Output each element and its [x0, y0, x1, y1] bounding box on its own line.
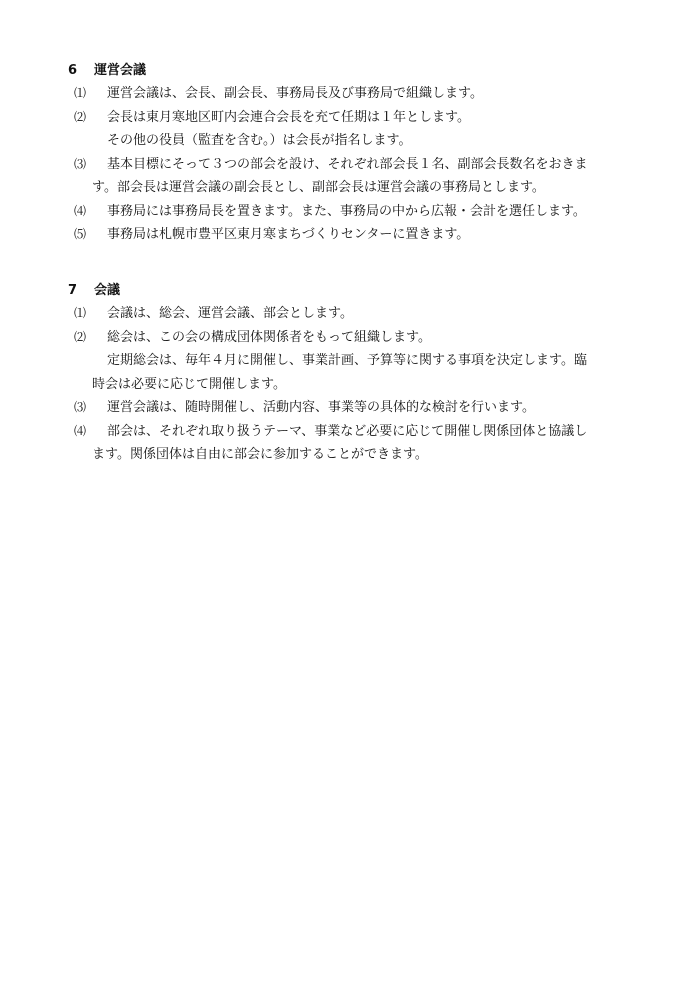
- item-number: ⑷: [74, 203, 87, 218]
- section-6: [68, 60, 640, 247]
- section-title: [68, 280, 640, 302]
- item-line: 会長は東月寒地区町内会連合会長を充て任期は１年とします。: [107, 109, 470, 125]
- item-line: 定期総会は、毎年４月に開催し、事業計画、予算等に関する事項を決定します。臨: [107, 353, 587, 368]
- section-title-text: 運営会議: [94, 63, 147, 78]
- list-item: [68, 326, 640, 397]
- list-item: [68, 223, 640, 247]
- item-line: ます。関係団体は自由に部会に参加することができます。: [92, 447, 428, 462]
- item-line: 総会は、この会の構成団体関係者をもって組織します。: [107, 329, 431, 345]
- item-line: 事務局には事務局長を置きます。また、事務局の中から広報・会計を選任します。: [107, 203, 586, 219]
- list-item: [68, 302, 640, 326]
- list-item: [68, 200, 640, 224]
- item-line: 部会は、それぞれ取り扱うテーマ、事業など必要に応じて開催し関係団体と協議し: [107, 423, 588, 439]
- section-number: 7: [68, 283, 78, 298]
- item-number: ⑸: [74, 227, 87, 241]
- item-number: ⑶: [74, 400, 87, 414]
- section-7: [68, 280, 640, 467]
- item-number: ⑴: [74, 306, 87, 320]
- item-line: その他の役員（監査を含む。）は会長が指名します。: [107, 133, 412, 148]
- item-number: ⑵: [74, 329, 87, 344]
- item-line: 基本目標にそって３つの部会を設け、それぞれ部会長１名、副部会長数名をおきま: [107, 156, 588, 172]
- item-line: 運営会議は、会長、副会長、事務局長及び事務局で組織します。: [107, 86, 483, 101]
- section-number: 6: [68, 63, 78, 78]
- list-item: [68, 396, 640, 420]
- item-number: ⑴: [74, 86, 87, 100]
- list-item: [68, 106, 640, 153]
- section-title-text: 会議: [94, 283, 121, 298]
- item-line: 事務局は札幌市豊平区東月寒まちづくりセンターに置きます。: [107, 227, 470, 242]
- list-item: [68, 82, 640, 106]
- section-title: [68, 60, 640, 82]
- list-item: [68, 153, 640, 200]
- item-line: 会議は、総会、運営会議、部会とします。: [107, 306, 353, 321]
- list-item: [68, 420, 640, 467]
- item-number: ⑷: [74, 423, 87, 438]
- item-line: 時会は必要に応じて開催します。: [92, 376, 286, 392]
- item-line: 運営会議は、随時開催し、活動内容、事業等の具体的な検討を行います。: [107, 400, 535, 415]
- item-number: ⑶: [74, 156, 87, 171]
- item-number: ⑵: [74, 109, 87, 124]
- item-line: す。部会長は運営会議の副会長とし、副部会長は運営会議の事務局とします。: [92, 180, 545, 195]
